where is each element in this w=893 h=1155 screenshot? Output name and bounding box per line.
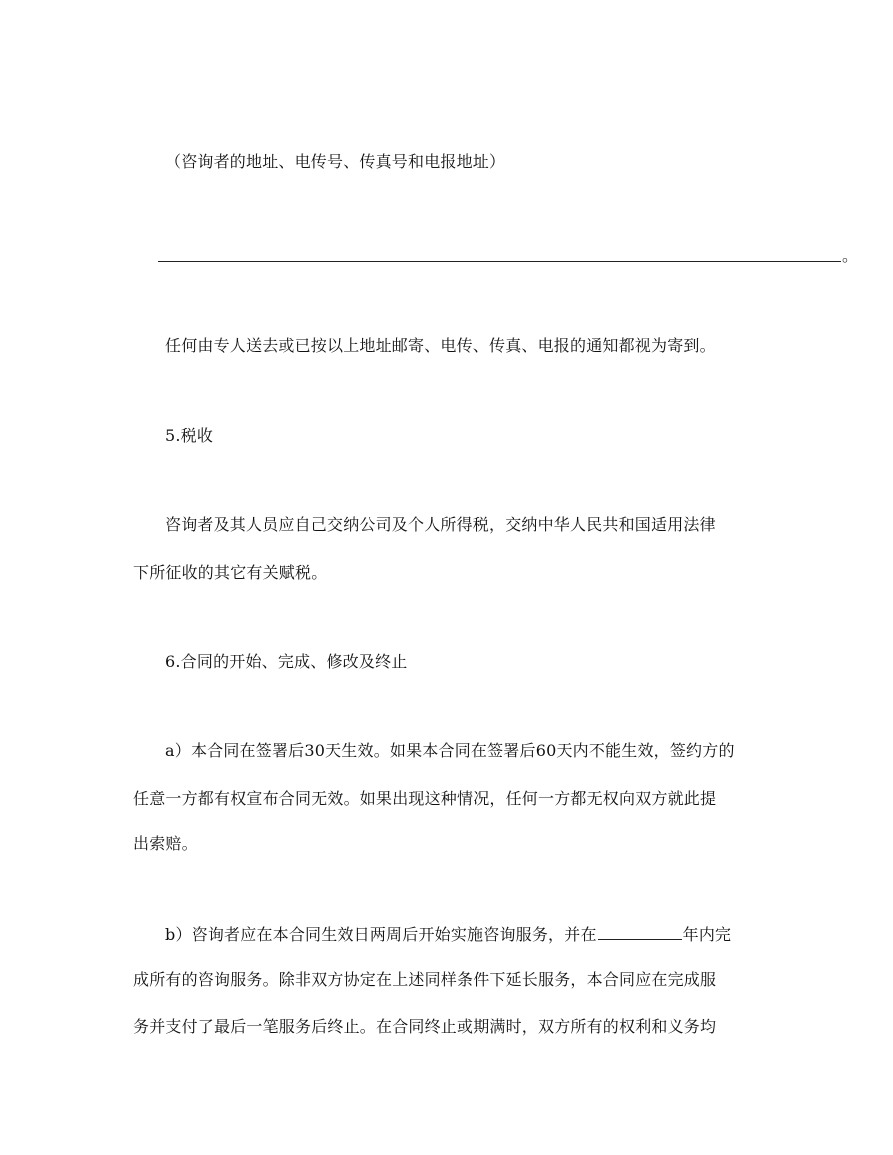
section-6-heading: 6.合同的开始、完成、修改及终止: [165, 652, 408, 671]
clause-b-line-1-start: b）咨询者应在本合同生效日两周后开始实施咨询服务，并在: [165, 925, 597, 944]
clause-a-line-1: a）本合同在签署后30天生效。如果本合同在签署后60天内不能生效，签约方的: [165, 741, 735, 760]
clause-a-line-3: 出索赔。: [133, 834, 198, 853]
notice-clause: 任何由专人送去或已按以上地址邮寄、电传、传真、电报的通知都视为寄到。: [165, 336, 716, 355]
years-blank-field: [598, 925, 682, 940]
clause-b-line-2: 成所有的咨询服务。除非双方协定在上述同样条件下延长服务，本合同应在完成服: [133, 970, 717, 989]
section-5-paragraph-line-2: 下所征收的其它有关赋税。: [133, 563, 328, 582]
clause-b-line-3: 务并支付了最后一笔服务后终止。在合同终止或期满时，双方所有的权利和义务均: [133, 1017, 717, 1036]
clause-a-line-2: 任意一方都有权宣布合同无效。如果出现这种情况，任何一方都无权向双方就此提: [133, 789, 717, 808]
contact-line-period: 。: [842, 246, 859, 265]
contact-fill-in-line: [158, 261, 841, 262]
section-5-paragraph-line-1: 咨询者及其人员应自己交纳公司及个人所得税，交纳中华人民共和国适用法律: [165, 515, 716, 534]
clause-b-line-1-end: 年内完: [682, 925, 732, 944]
section-5-heading: 5.税收: [165, 426, 214, 445]
clause-b-line-1: [165, 925, 731, 945]
contact-info-placeholder: （咨询者的地址、电传号、传真号和电报地址）: [165, 152, 506, 171]
